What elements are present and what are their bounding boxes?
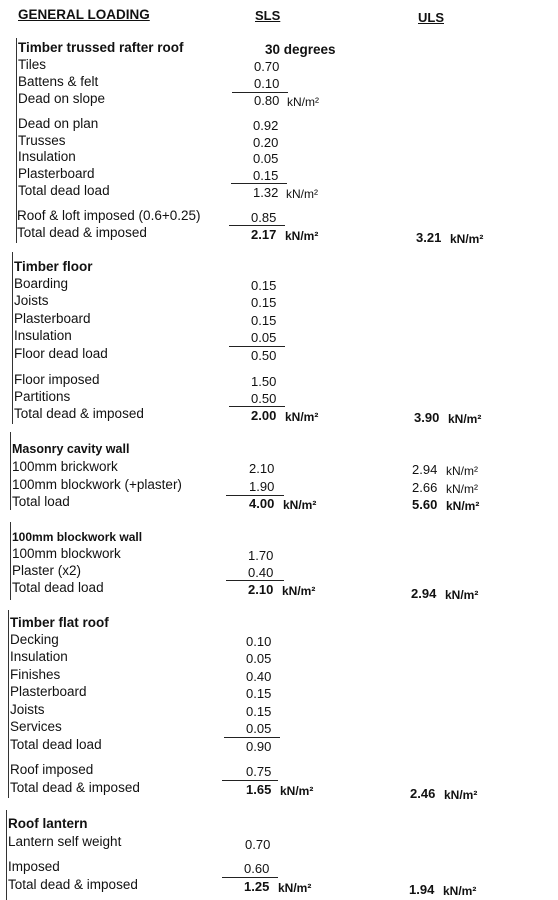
- row-label: 100mm brickwork: [12, 459, 118, 474]
- sls-value: 2.00: [251, 408, 277, 423]
- row-label: Total dead & imposed: [10, 780, 140, 795]
- sls-value: 2.17: [251, 227, 277, 242]
- row-label: Dead on plan: [18, 116, 99, 131]
- row-label: Total dead load: [10, 737, 102, 752]
- row-label: Services: [10, 719, 62, 734]
- sls-unit: kN/m²: [286, 187, 318, 201]
- row-label: Plasterboard: [18, 166, 95, 181]
- sls-value: 0.15: [246, 704, 272, 719]
- sls-value: 0.05: [253, 151, 279, 166]
- row-label: Partitions: [14, 389, 71, 404]
- sls-unit: kN/m²: [283, 498, 317, 512]
- sls-value: 0.90: [246, 739, 272, 754]
- row-label: Insulation: [14, 328, 72, 343]
- sls-unit: kN/m²: [285, 410, 319, 424]
- row-label: Roof imposed: [10, 762, 94, 777]
- sls-value: 0.15: [246, 686, 272, 701]
- sls-value: 0.10: [246, 634, 272, 649]
- row-label: Roof & loft imposed (0.6+0.25): [17, 208, 201, 223]
- row-label: Battens & felt: [18, 74, 99, 89]
- row-label: Dead on slope: [18, 91, 106, 106]
- row-label: Joists: [10, 702, 45, 717]
- sls-value: 0.10: [254, 76, 280, 91]
- sum-line: [222, 780, 278, 781]
- sls-value: 0.15: [251, 295, 277, 310]
- uls-value: 1.94: [409, 882, 435, 897]
- sls-column-header: SLS: [255, 8, 281, 23]
- sls-value: 0.85: [251, 210, 277, 225]
- sum-line: [231, 183, 287, 184]
- sls-value: 0.92: [253, 118, 279, 133]
- row-label: Floor dead load: [14, 346, 108, 361]
- uls-value: 3.21: [416, 230, 442, 245]
- row-label: Finishes: [10, 667, 61, 682]
- sls-value: 1.32: [253, 185, 279, 200]
- sls-unit: kN/m²: [278, 881, 312, 895]
- row-label: Joists: [14, 293, 49, 308]
- sum-line: [229, 225, 285, 226]
- sls-value: 0.15: [251, 278, 277, 293]
- row-label: Decking: [10, 632, 59, 647]
- row-label: Total dead & imposed: [14, 406, 144, 421]
- row-label: Lantern self weight: [8, 834, 122, 849]
- sls-value: 0.40: [248, 565, 274, 580]
- sls-value: 1.25: [244, 879, 270, 894]
- uls-unit: kN/m²: [446, 499, 480, 513]
- row-label: Insulation: [18, 149, 76, 164]
- section-border: [12, 252, 13, 424]
- sls-value: 0.70: [245, 837, 271, 852]
- uls-unit: kN/m²: [450, 232, 484, 246]
- section-title-flat-roof: Timber flat roof: [10, 615, 109, 630]
- sum-line: [229, 406, 285, 407]
- sum-line: [224, 737, 280, 738]
- row-label: Imposed: [8, 859, 60, 874]
- section-border: [10, 522, 11, 600]
- row-label: Plasterboard: [10, 684, 87, 699]
- row-label: Total dead load: [12, 580, 104, 595]
- row-label: Tiles: [18, 57, 47, 72]
- row-label: Plasterboard: [14, 311, 91, 326]
- uls-column-header: ULS: [418, 10, 444, 25]
- row-label: Boarding: [14, 276, 69, 291]
- uls-value: 3.90: [414, 410, 440, 425]
- section-title-roof: Timber trussed rafter roof: [18, 40, 184, 55]
- sls-value: 4.00: [249, 496, 275, 511]
- roof-angle: 30 degrees: [265, 42, 336, 57]
- row-label: Total load: [12, 494, 70, 509]
- sls-unit: kN/m²: [280, 784, 314, 798]
- sls-value: 1.90: [249, 479, 275, 494]
- uls-unit: kN/m²: [445, 588, 479, 602]
- sls-value: 2.10: [249, 461, 275, 476]
- uls-unit: kN/m²: [444, 788, 478, 802]
- sls-value: 1.70: [248, 548, 274, 563]
- sls-value: 0.75: [246, 764, 272, 779]
- row-label: Trusses: [18, 133, 66, 148]
- sls-value: 0.05: [246, 651, 272, 666]
- uls-unit: kN/m²: [448, 412, 482, 426]
- row-label: 100mm blockwork: [12, 546, 121, 561]
- sls-value: 1.50: [251, 374, 277, 389]
- sls-value: 0.15: [253, 168, 279, 183]
- uls-value: 5.60: [412, 497, 438, 512]
- row-label: Floor imposed: [14, 372, 100, 387]
- row-label: Total dead & imposed: [17, 225, 147, 240]
- sls-value: 0.05: [246, 721, 272, 736]
- section-title-cavity: Masonry cavity wall: [12, 442, 130, 456]
- sls-value: 0.15: [251, 313, 277, 328]
- uls-unit: kN/m²: [446, 482, 478, 496]
- sls-value: 0.50: [251, 348, 277, 363]
- sls-value: 2.10: [248, 582, 274, 597]
- row-label: Total dead load: [18, 183, 110, 198]
- sum-line: [222, 877, 278, 878]
- sls-value: 1.65: [246, 782, 272, 797]
- sls-unit: kN/m²: [285, 229, 319, 243]
- section-border: [6, 810, 7, 900]
- sls-value: 0.05: [251, 330, 277, 345]
- section-title-floor: Timber floor: [14, 259, 93, 274]
- sls-value: 0.20: [253, 135, 279, 150]
- section-title-lantern: Roof lantern: [8, 816, 88, 831]
- sum-line: [226, 580, 284, 581]
- uls-unit: kN/m²: [443, 884, 477, 898]
- page-title: GENERAL LOADING: [18, 7, 150, 22]
- row-label: Total dead & imposed: [8, 877, 138, 892]
- sls-unit: kN/m²: [287, 95, 319, 109]
- sls-unit: kN/m²: [282, 584, 316, 598]
- section-border: [10, 432, 11, 510]
- uls-value: 2.94: [411, 586, 437, 601]
- sls-value: 0.60: [244, 861, 270, 876]
- section-title-blockwork: 100mm blockwork wall: [12, 530, 143, 544]
- uls-value: 2.94: [412, 462, 438, 477]
- row-label: Plaster (x2): [12, 563, 82, 578]
- row-label: 100mm blockwork (+plaster): [12, 477, 182, 492]
- sls-value: 0.40: [246, 669, 272, 684]
- sls-value: 0.80: [254, 93, 280, 108]
- section-border: [8, 610, 9, 798]
- sls-value: 0.70: [254, 59, 280, 74]
- uls-value: 2.66: [412, 480, 438, 495]
- uls-value: 2.46: [410, 786, 436, 801]
- sum-line: [229, 346, 285, 347]
- row-label: Insulation: [10, 649, 68, 664]
- uls-unit: kN/m²: [446, 464, 478, 478]
- sls-value: 0.50: [251, 391, 277, 406]
